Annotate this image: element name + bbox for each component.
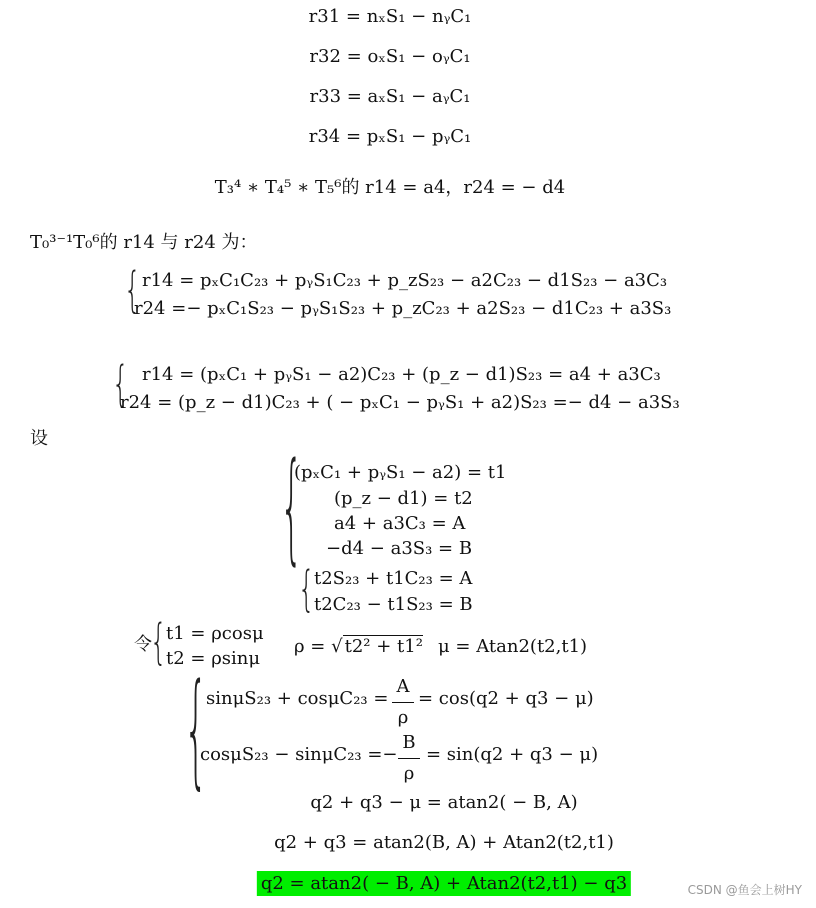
t2-rho: t2 = ρsinμ xyxy=(166,648,261,669)
eq-r33: r33 = aₓS₁ − aᵧC₁ xyxy=(309,86,471,107)
t1-rho: t1 = ρcosμ xyxy=(166,623,264,644)
cos-rhs: = sin(q2 + q3 − μ) xyxy=(426,744,599,765)
system-brace: { xyxy=(184,658,208,802)
eq-q23: q2 + q3 = atan2(B, A) + Atan2(t2,t1) xyxy=(274,832,614,853)
eq-sys2-r24: r24 = (p_z − d1)C₂₃ + ( − pₓC₁ − pᵧS₁ + a2)S₂₃ =− d4 − a3S₃ xyxy=(120,392,680,413)
fraction-numerator: B xyxy=(402,732,416,753)
system-brace: { xyxy=(298,561,315,617)
eq-q2-result xyxy=(257,873,631,895)
fraction-denominator: ρ xyxy=(397,707,409,728)
fraction-numerator: A xyxy=(396,676,410,697)
def-B: −d4 − a3S₃ = B xyxy=(326,538,473,559)
fraction-denominator: ρ xyxy=(403,763,415,784)
def-A: a4 + a3C₃ = A xyxy=(334,513,466,534)
rho-prefix: ρ = xyxy=(294,636,332,657)
cos-lhs: cosμS₂₃ − sinμC₂₃ =− xyxy=(200,744,398,765)
sqrt-symbol: √ xyxy=(331,636,343,657)
def-t1: (pₓC₁ + pᵧS₁ − a2) = t1 xyxy=(294,462,507,483)
watermark: CSDN @鱼会上树HY xyxy=(687,883,802,897)
fraction-bar xyxy=(392,702,414,703)
fraction-A-over-rho xyxy=(392,674,414,731)
sin-lhs: sinμS₂₃ + cosμC₂₃ = xyxy=(206,688,389,709)
system-brace: { xyxy=(124,262,141,318)
system-brace: { xyxy=(280,438,303,577)
rho-def xyxy=(294,636,423,658)
eq-sys1-r14: r14 = pₓC₁C₂₃ + pᵧS₁C₂₃ + p_zS₂₃ − a2C₂₃ − d1S₂₃ − a3C₃ xyxy=(142,270,668,291)
def-t2: (p_z − d1) = t2 xyxy=(334,488,473,509)
eq-q23-mu: q2 + q3 − μ = atan2( − B, A) xyxy=(310,792,578,813)
mu-def: μ = Atan2(t2,t1) xyxy=(438,636,588,657)
inverse-heading: T₀³⁻¹T₀⁶的 r14 与 r24 为： xyxy=(30,232,258,253)
eq-sys2-r14: r14 = (pₓC₁ + pᵧS₁ − a2)C₂₃ + (p_z − d1)S₂₃ = a4 + a3C₃ xyxy=(142,364,661,385)
ling-label: 令 xyxy=(134,634,152,655)
system-brace: { xyxy=(150,614,167,670)
eq-A: t2S₂₃ + t1C₂₃ = A xyxy=(314,568,473,589)
let-label: 设 xyxy=(30,428,48,449)
eq-r32: r32 = oₓS₁ − oᵧC₁ xyxy=(309,46,471,67)
eq-sys1-r24: r24 =− pₓC₁S₂₃ − pᵧS₁S₂₃ + p_zC₂₃ + a2S₂₃ − d1C₂₃ + a3S₃ xyxy=(134,298,672,319)
eq-r34: r34 = pₓS₁ − pᵧC₁ xyxy=(308,126,472,147)
eq-B: t2C₂₃ − t1S₂₃ = B xyxy=(314,594,473,615)
highlight-result: q2 = atan2( − B, A) + Atan2(t2,t1) − q3 xyxy=(257,871,631,896)
eq-r31: r31 = nₓS₁ − nᵧC₁ xyxy=(308,6,472,27)
system-brace: { xyxy=(112,356,129,412)
fraction-bar xyxy=(398,758,420,759)
fraction-B-over-rho xyxy=(398,730,420,787)
rho-radicand: t2² + t1² xyxy=(344,636,423,657)
sin-rhs: = cos(q2 + q3 − μ) xyxy=(418,688,594,709)
eq-transform-product: T₃⁴ ∗ T₄⁵ ∗ T₅⁶的 r14 = a4，r24 = − d4 xyxy=(214,177,566,198)
